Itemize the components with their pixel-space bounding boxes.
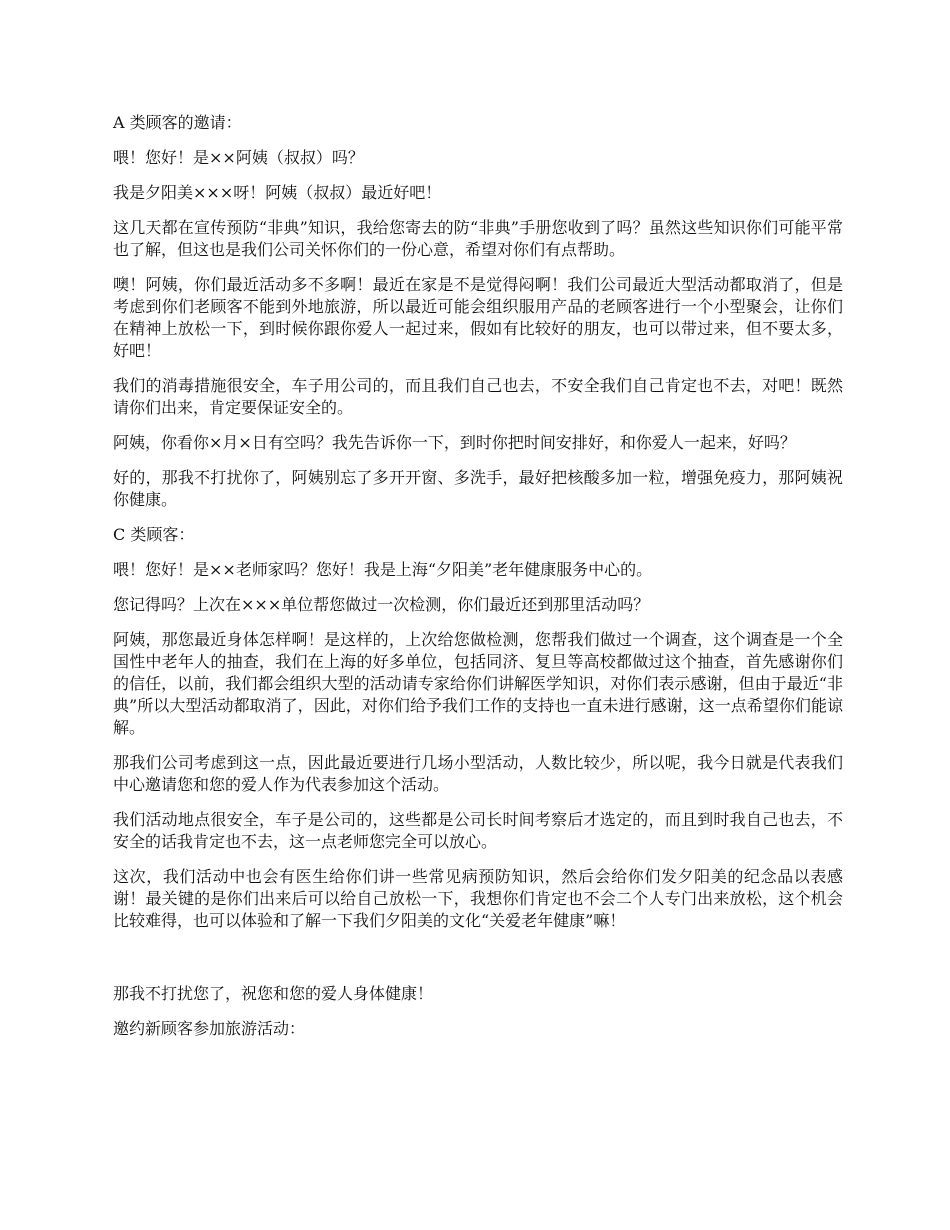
paragraph: 好的，那我不打扰你了，阿姨别忘了多开开窗、多洗手，最好把核酸多加一粒，增强免疫力，那阿姨祝你健康。 — [113, 468, 843, 509]
paragraph: 喂！您好！是××老师家吗？您好！我是上海“夕阳美”老年健康服务中心的。 — [113, 560, 653, 579]
paragraph: 我是夕阳美×××呀！阿姨（叔叔）最近好吧！ — [113, 183, 442, 202]
paragraph: 我们活动地点很安全，车子是公司的，这些都是公司长时间考察后才选定的，而且到时我自己也去，不安全的话我肯定也不去，这一点老师您完全可以放心。 — [113, 810, 843, 851]
paragraph: 这几天都在宣传预防“非典”知识，我给您寄去的防“非典”手册您收到了吗？虽然这些知识你们可能平常也了解，但这也是我们公司关怀你们的一份心意，希望对你们有点帮助。 — [113, 218, 843, 259]
paragraph: 这次，我们活动中也会有医生给你们讲一些常见病预防知识，然后会给你们发夕阳美的纪念品以表感谢！最关键的是你们出来后可以给自己放松一下，我想你们肯定也不会二个人专门出来放松，这个机会比较难得，也可以体验和了解一下我们夕阳美的文化“关爱老年健康”嘛！ — [113, 867, 843, 930]
paragraph: 噢！阿姨，你们最近活动多不多啊！最近在家是不是觉得闷啊！我们公司最近大型活动都取消了，但是考虑到你们老顾客不能到外地旅游，所以最近可能会组织服用产品的老顾客进行一个小型聚会，让你们在精神上放松一下，到时候你跟你爱人一起过来，假如有比较好的朋友，也可以带过来，但不要太多，好吧！ — [113, 275, 843, 360]
heading-c-customers: C 类顾客： — [113, 525, 195, 544]
paragraph: 阿姨，那您最近身体怎样啊！是这样的，上次给您做检测，您帮我们做过一个调查，这个调查是一个全国性中老年人的抽查，我们在上海的好多单位，包括同济、复旦等高校都做过这个抽查，首先感谢你们的信任，以前，我们都会组织大型的活动请专家给你们讲解医学知识，对你们表示感谢，但由于最近“非典”所以大型活动都取消了，因此，对你们给予我们工作的支持也一直未进行感谢，这一点希望你们能谅解。 — [113, 630, 843, 737]
heading-a-customers: A 类顾客的邀请： — [113, 113, 242, 132]
paragraph: 您记得吗？上次在×××单位帮您做过一次检测，你们最近还到那里活动吗？ — [113, 595, 650, 614]
document-page — [113, 112, 843, 1053]
paragraph: 那我不打扰您了，祝您和您的爱人身体健康！ — [113, 984, 434, 1003]
paragraph: 喂！您好！是××阿姨（叔叔）吗？ — [113, 148, 364, 167]
heading-new-customers: 邀约新顾客参加旅游活动： — [113, 1019, 306, 1038]
paragraph: 我们的消毒措施很安全，车子用公司的，而且我们自己也去，不安全我们自己肯定也不去，对吧！既然请你们出来，肯定要保证安全的。 — [113, 376, 843, 417]
paragraph: 阿姨，你看你×月×日有空吗？我先告诉你一下，到时你把时间安排好，和你爱人一起来，好吗？ — [113, 433, 796, 452]
paragraph: 那我们公司考虑到这一点，因此最近要进行几场小型活动，人数比较少，所以呢，我今日就是代表我们中心邀请您和您的爱人作为代表参加这个活动。 — [113, 753, 843, 794]
